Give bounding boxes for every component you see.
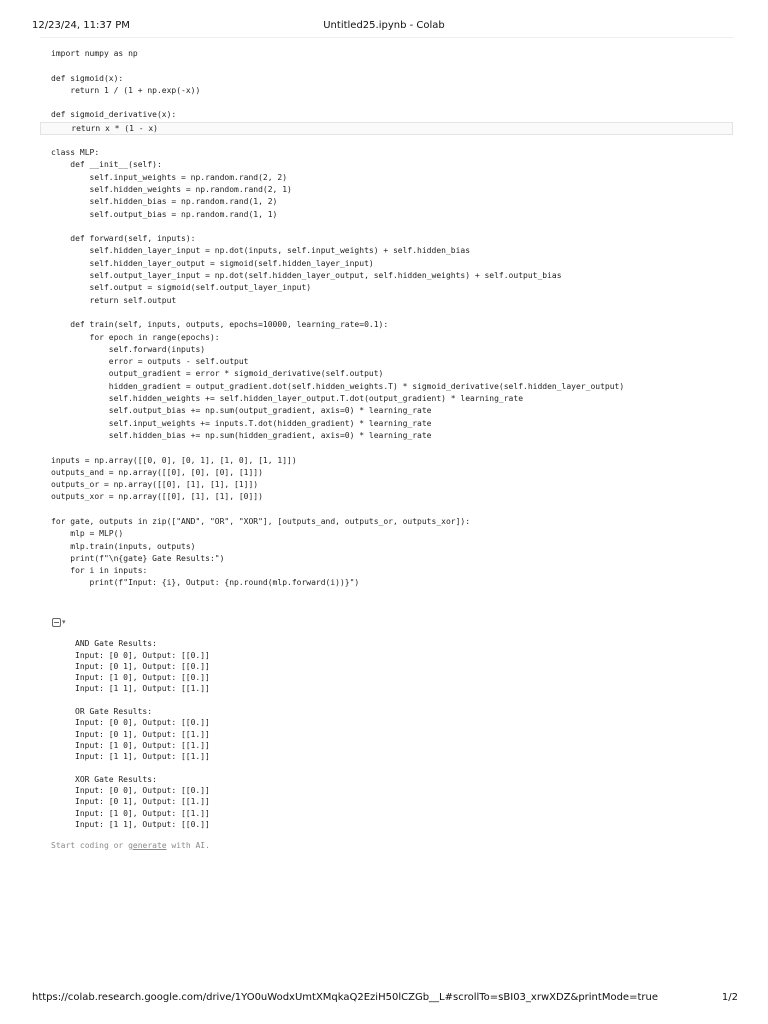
output-line [75, 627, 210, 638]
print-footer [0, 992, 768, 1006]
code-line [40, 221, 733, 233]
code-line: outputs_xor = np.array([[0], [1], [1], [0]]) [51, 492, 263, 502]
code-line: self.hidden_bias = np.random.rand(1, 2) [51, 197, 278, 207]
empty-cell-prefix: Start coding or [51, 841, 129, 850]
output-line: Input: [1 0], Output: [[0.]] [75, 673, 210, 683]
output-line: Input: [1 1], Output: [[1.]] [75, 752, 210, 762]
code-line: hidden_gradient = output_gradient.dot(self.hidden_weights.T) * sigmoid_derivative(self.hidden_layer_output) [51, 381, 625, 391]
print-page-title: Untitled25.ipynb - Colab [323, 20, 445, 31]
code-line: def sigmoid_derivative(x): [51, 110, 177, 120]
code-line: def forward(self, inputs): [51, 234, 196, 244]
output-line: Input: [0 0], Output: [[0.]] [75, 650, 210, 660]
code-line: self.hidden_layer_input = np.dot(inputs, self.input_weights) + self.hidden_bias [51, 246, 471, 256]
code-line: outputs_or = np.array([[0], [1], [1], [1]]) [51, 480, 259, 490]
code-line: error = outputs - self.output [51, 357, 249, 367]
code-line: print(f"\n{gate} Gate Results:") [51, 553, 225, 563]
output-line: Input: [1 1], Output: [[0.]] [75, 820, 210, 830]
code-line: return x * (1 - x) [40, 122, 733, 135]
code-line: def sigmoid(x): [51, 73, 124, 83]
code-line: self.output_layer_input = np.dot(self.hidden_layer_output, self.hidden_weights) + self.output_bias [51, 271, 562, 281]
code-line [40, 307, 733, 319]
output-line: Input: [1 1], Output: [[1.]] [75, 684, 210, 694]
output-line: Input: [1 0], Output: [[1.]] [75, 808, 210, 818]
output-line: XOR Gate Results: [75, 774, 157, 784]
code-line: return 1 / (1 + np.exp(-x)) [51, 85, 201, 95]
print-header [0, 0, 768, 40]
code-line: self.forward(inputs) [51, 344, 206, 354]
code-line: self.output_bias += np.sum(output_gradient, axis=0) * learning_rate [51, 406, 432, 416]
print-datetime: 12/23/24, 11:37 PM [32, 20, 130, 31]
code-line: self.output_bias = np.random.rand(1, 1) [51, 209, 278, 219]
code-line: inputs = np.array([[0, 0], [0, 1], [1, 0], [1, 1]]) [51, 455, 297, 465]
code-line [40, 442, 733, 454]
code-line: self.output = sigmoid(self.output_layer_input) [51, 283, 312, 293]
code-line: self.hidden_weights = np.random.rand(2, 1) [51, 184, 292, 194]
output-text [75, 627, 210, 830]
header-divider [40, 37, 733, 38]
code-line: mlp.train(inputs, outputs) [51, 541, 196, 551]
code-line: self.input_weights += inputs.T.dot(hidden_gradient) * learning_rate [51, 418, 432, 428]
code-line [40, 60, 733, 72]
code-line: self.hidden_layer_output = sigmoid(self.hidden_layer_input) [51, 258, 374, 268]
output-line: OR Gate Results: [75, 707, 153, 717]
empty-cell-suffix: with AI. [166, 841, 210, 850]
page-number: 1/2 [721, 992, 738, 1003]
output-line: Input: [1 0], Output: [[1.]] [75, 740, 210, 750]
code-line: self.hidden_bias += np.sum(hidden_gradient, axis=0) * learning_rate [51, 430, 432, 440]
code-line [40, 135, 733, 147]
code-line: return self.output [51, 295, 177, 305]
output-line: Input: [0 1], Output: [[1.]] [75, 729, 210, 739]
output-line: Input: [0 0], Output: [[0.]] [75, 786, 210, 796]
code-line [40, 504, 733, 516]
code-line: mlp = MLP() [51, 529, 124, 539]
generate-link[interactable]: generate [128, 841, 167, 850]
code-line: def train(self, inputs, outputs, epochs=10000, learning_rate=0.1): [51, 320, 389, 330]
code-cell[interactable] [40, 48, 733, 590]
code-line: output_gradient = error * sigmoid_derivative(self.output) [51, 369, 384, 379]
code-line: for gate, outputs in zip(["AND", "OR", "XOR"], [outputs_and, outputs_or, outputs_xor]): [51, 516, 471, 526]
code-line: import numpy as np [51, 49, 138, 58]
output-line: Input: [0 1], Output: [[1.]] [75, 797, 210, 807]
empty-code-cell[interactable] [51, 841, 210, 850]
code-line [40, 97, 733, 109]
output-line: Input: [0 0], Output: [[0.]] [75, 718, 210, 728]
code-line: outputs_and = np.array([[0], [0], [0], [1]]) [51, 467, 263, 477]
output-toggle-icon[interactable]: ▾ [50, 617, 68, 631]
output-line: Input: [0 1], Output: [[0.]] [75, 661, 210, 671]
code-line: self.hidden_weights += self.hidden_layer_output.T.dot(output_gradient) * learning_rate [51, 394, 524, 404]
output-line [75, 695, 210, 706]
code-line: def __init__(self): [51, 160, 162, 170]
code-line: for i in inputs: [51, 566, 148, 576]
output-line [75, 763, 210, 774]
output-line: AND Gate Results: [75, 639, 157, 649]
print-url: https://colab.research.google.com/drive/1YO0uWodxUmtXMqkaQ2EziH50lCZGb__L#scrollTo=sBI03_xrwXDZ&printMode=true [32, 992, 658, 1003]
code-line: class MLP: [51, 148, 100, 158]
code-line: for epoch in range(epochs): [51, 332, 220, 342]
code-line: print(f"Input: {i}, Output: {np.round(mlp.forward(i))}") [51, 578, 360, 588]
code-line: self.input_weights = np.random.rand(2, 2) [51, 172, 288, 182]
